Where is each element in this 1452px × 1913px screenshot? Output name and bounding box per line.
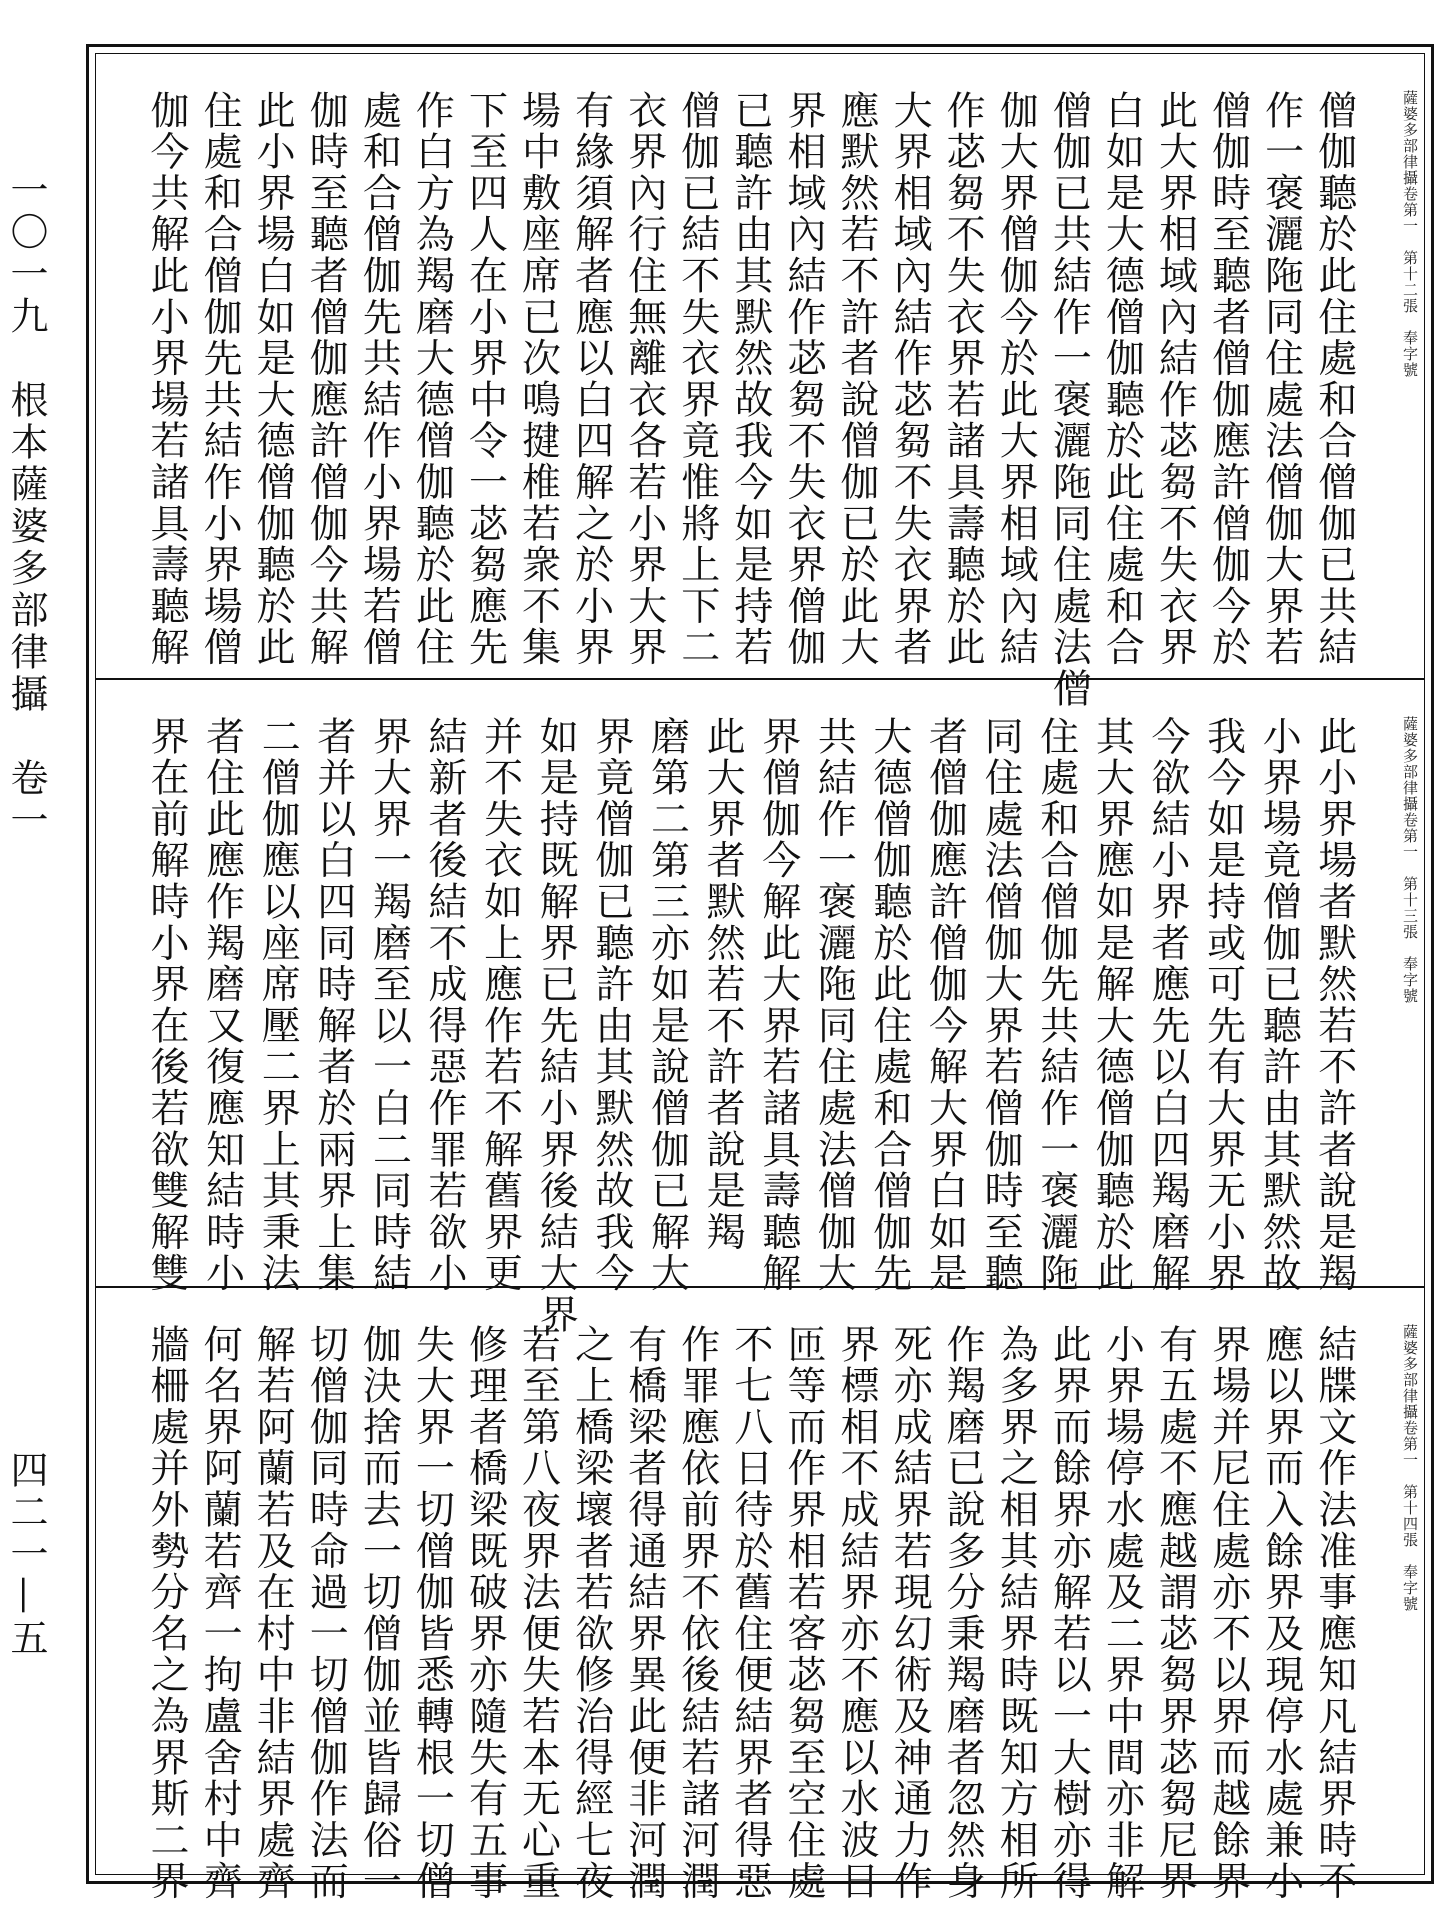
- text-column: 大界相域內結作苾芻不失衣界者: [887, 90, 933, 669]
- panel-top-columns: [144, 90, 1357, 710]
- text-column: 今欲結小界者應先以白四羯磨解: [1144, 716, 1190, 1295]
- text-column: 同住處法僧伽大界若僧伽時至聽: [978, 716, 1024, 1295]
- text-column: 者并以白四同時解者於兩界上集: [310, 716, 356, 1295]
- page-frame: [86, 44, 1434, 1903]
- text-column: 處和合僧伽先共結作小界場若僧: [356, 90, 402, 669]
- text-column: 住處和合僧伽先共結作小界場僧: [197, 90, 243, 669]
- text-column: 二僧伽應以座席壓二界上其秉法: [255, 716, 301, 1295]
- panel-middle-columns: [144, 716, 1357, 1336]
- text-column: 此大界相域內結作苾芻不失衣界: [1152, 90, 1198, 669]
- text-column: 應以界而入餘界及現停水處兼小: [1258, 1324, 1304, 1903]
- text-column: 作罪應依前界不依後結若諸河潤: [674, 1324, 720, 1903]
- text-column: 有緣須解者應以白四解之於小界: [568, 90, 614, 669]
- text-column: 何名界阿蘭若齊一拘盧舍村中齊: [197, 1324, 243, 1903]
- text-column: 界僧伽今解此大界若諸具壽聽解: [755, 716, 801, 1295]
- text-column: 修理者橋梁既破界亦隨失有五事: [462, 1324, 508, 1903]
- text-column: 為多界之相其結界時既知方相所: [993, 1324, 1039, 1903]
- text-column: 并不失衣如上應作若不解舊界更: [477, 716, 523, 1295]
- text-column: 場中敷座席已次鳴揵椎若衆不集: [515, 90, 561, 669]
- text-column: 者僧伽應許僧伽今解大界白如是: [922, 716, 968, 1295]
- text-column: 僧伽時至聽者僧伽應許僧伽今於: [1205, 90, 1251, 669]
- text-column: 界相域內結作苾芻不失衣界僧伽: [780, 90, 826, 669]
- text-column: 伽時至聽者僧伽應許僧伽今共解: [303, 90, 349, 669]
- text-column: 不七八日待於舊住便結界者得惡: [727, 1324, 773, 1903]
- text-column: 大德僧伽聽於此住處和合僧伽先: [866, 716, 912, 1295]
- text-column: 僧伽聽於此住處和合僧伽已共結: [1311, 90, 1357, 669]
- panel-middle-note: 薩婆多部律攝卷第一 第十三張 奉字號: [1401, 716, 1419, 1004]
- text-column: 其大界應如是解大德僧伽聽於此: [1089, 716, 1135, 1295]
- text-column: 小界場竟僧伽已聽許由其默然故: [1256, 716, 1302, 1295]
- page-number-margin: 四二一—五: [4, 1450, 48, 1660]
- text-column: 作羯磨已說多分秉羯磨者忽然身: [940, 1324, 986, 1903]
- text-column: 死亦成結界若現幻術及神通力作: [887, 1324, 933, 1903]
- text-column: 牆柵處并外勢分名之為界斯二界: [144, 1324, 189, 1903]
- text-column: 界場并尼住處亦不以界而越餘界: [1205, 1324, 1251, 1903]
- text-column: 此界而餘界亦解若以一大樹亦得: [1046, 1324, 1092, 1903]
- text-column: 如是持既解界已先結小界後結大界: [533, 716, 579, 1336]
- text-column: 住處和合僧伽先共結作一褒灑陁: [1033, 716, 1079, 1295]
- panel-bottom-note: 薩婆多部律攝卷第一 第十四張 奉字號: [1401, 1324, 1419, 1612]
- panel-bottom: [96, 1286, 1424, 1903]
- text-column: 之上橋梁壞者若欲修治得經七夜: [568, 1324, 614, 1903]
- text-column: 伽今共解此小界場若諸具壽聽解: [144, 90, 189, 669]
- text-column: 白如是大德僧伽聽於此住處和合: [1099, 90, 1145, 669]
- text-column: 伽大界僧伽今於此大界相域內結: [993, 90, 1039, 669]
- panel-middle: [96, 678, 1424, 1336]
- text-column: 若至第八夜界法便失若本无心重: [515, 1324, 561, 1903]
- frame-inner-border: [95, 53, 1425, 1903]
- text-column: 者住此應作羯磨又復應知結時小: [199, 716, 245, 1295]
- text-column: 界竟僧伽已聽許由其默然故我今: [588, 716, 634, 1295]
- text-column: 伽決捨而去一切僧伽並皆歸俗一: [356, 1324, 402, 1903]
- text-column: 我今如是持或可先有大界无小界: [1200, 716, 1246, 1295]
- text-column: 衣界內行住無離衣各若小界大界: [621, 90, 667, 669]
- text-column: 界大界一羯磨至以一白二同時結: [366, 716, 412, 1295]
- text-column: 下至四人在小界中令一苾芻應先: [462, 90, 508, 669]
- text-column: 有橋梁者得通結界異此便非河潤: [621, 1324, 667, 1903]
- panel-top: [96, 54, 1424, 710]
- text-column: 匝等而作界相若客苾芻至空住處: [780, 1324, 826, 1903]
- text-column: 僧伽已共結作一褒灑陁同住處法僧: [1046, 90, 1092, 710]
- text-column: 作白方為羯磨大德僧伽聽於此住: [409, 90, 455, 669]
- text-column: 界在前解時小界在後若欲雙解雙: [144, 716, 189, 1295]
- text-column: 有五處不應越謂苾芻界苾芻尼界: [1152, 1324, 1198, 1903]
- text-column: 此大界者默然若不許者說是羯: [700, 716, 746, 1253]
- text-column: 結牒文作法准事應知凡結界時不: [1311, 1324, 1357, 1903]
- text-column: 切僧伽同時命過一切僧伽作法而: [303, 1324, 349, 1903]
- text-column: 小界場停水處及二界中間亦非解: [1099, 1324, 1145, 1903]
- text-column: 界標相不成結界亦不應以水波日: [834, 1324, 880, 1903]
- text-column: 作一褒灑陁同住處法僧伽大界若: [1258, 90, 1304, 669]
- panel-top-note: 薩婆多部律攝卷第一 第十二張 奉字號: [1401, 90, 1419, 378]
- text-column: 此小界場白如是大德僧伽聽於此: [250, 90, 296, 669]
- text-column: 解若阿蘭若及在村中非結界處齊: [250, 1324, 296, 1903]
- text-column: 共結作一褒灑陁同住處法僧伽大: [811, 716, 857, 1295]
- text-column: 失大界一切僧伽皆悉轉根一切僧: [409, 1324, 455, 1903]
- text-column: 僧伽已結不失衣界竟惟將上下二: [674, 90, 720, 669]
- sutra-title-margin: 一〇一九 根本薩婆多部律攝 卷一: [4, 170, 48, 842]
- text-column: 已聽許由其默然故我今如是持若: [727, 90, 773, 669]
- panel-bottom-columns: [144, 1324, 1357, 1903]
- text-column: 此小界場者默然若不許者說是羯: [1311, 716, 1357, 1295]
- text-column: 作苾芻不失衣界若諸具壽聽於此: [940, 90, 986, 669]
- text-column: 結新者後結不成得惡作罪若欲小: [422, 716, 468, 1295]
- text-column: 應默然若不許者說僧伽已於此大: [834, 90, 880, 669]
- text-column: 磨第二第三亦如是說僧伽已解大: [644, 716, 690, 1295]
